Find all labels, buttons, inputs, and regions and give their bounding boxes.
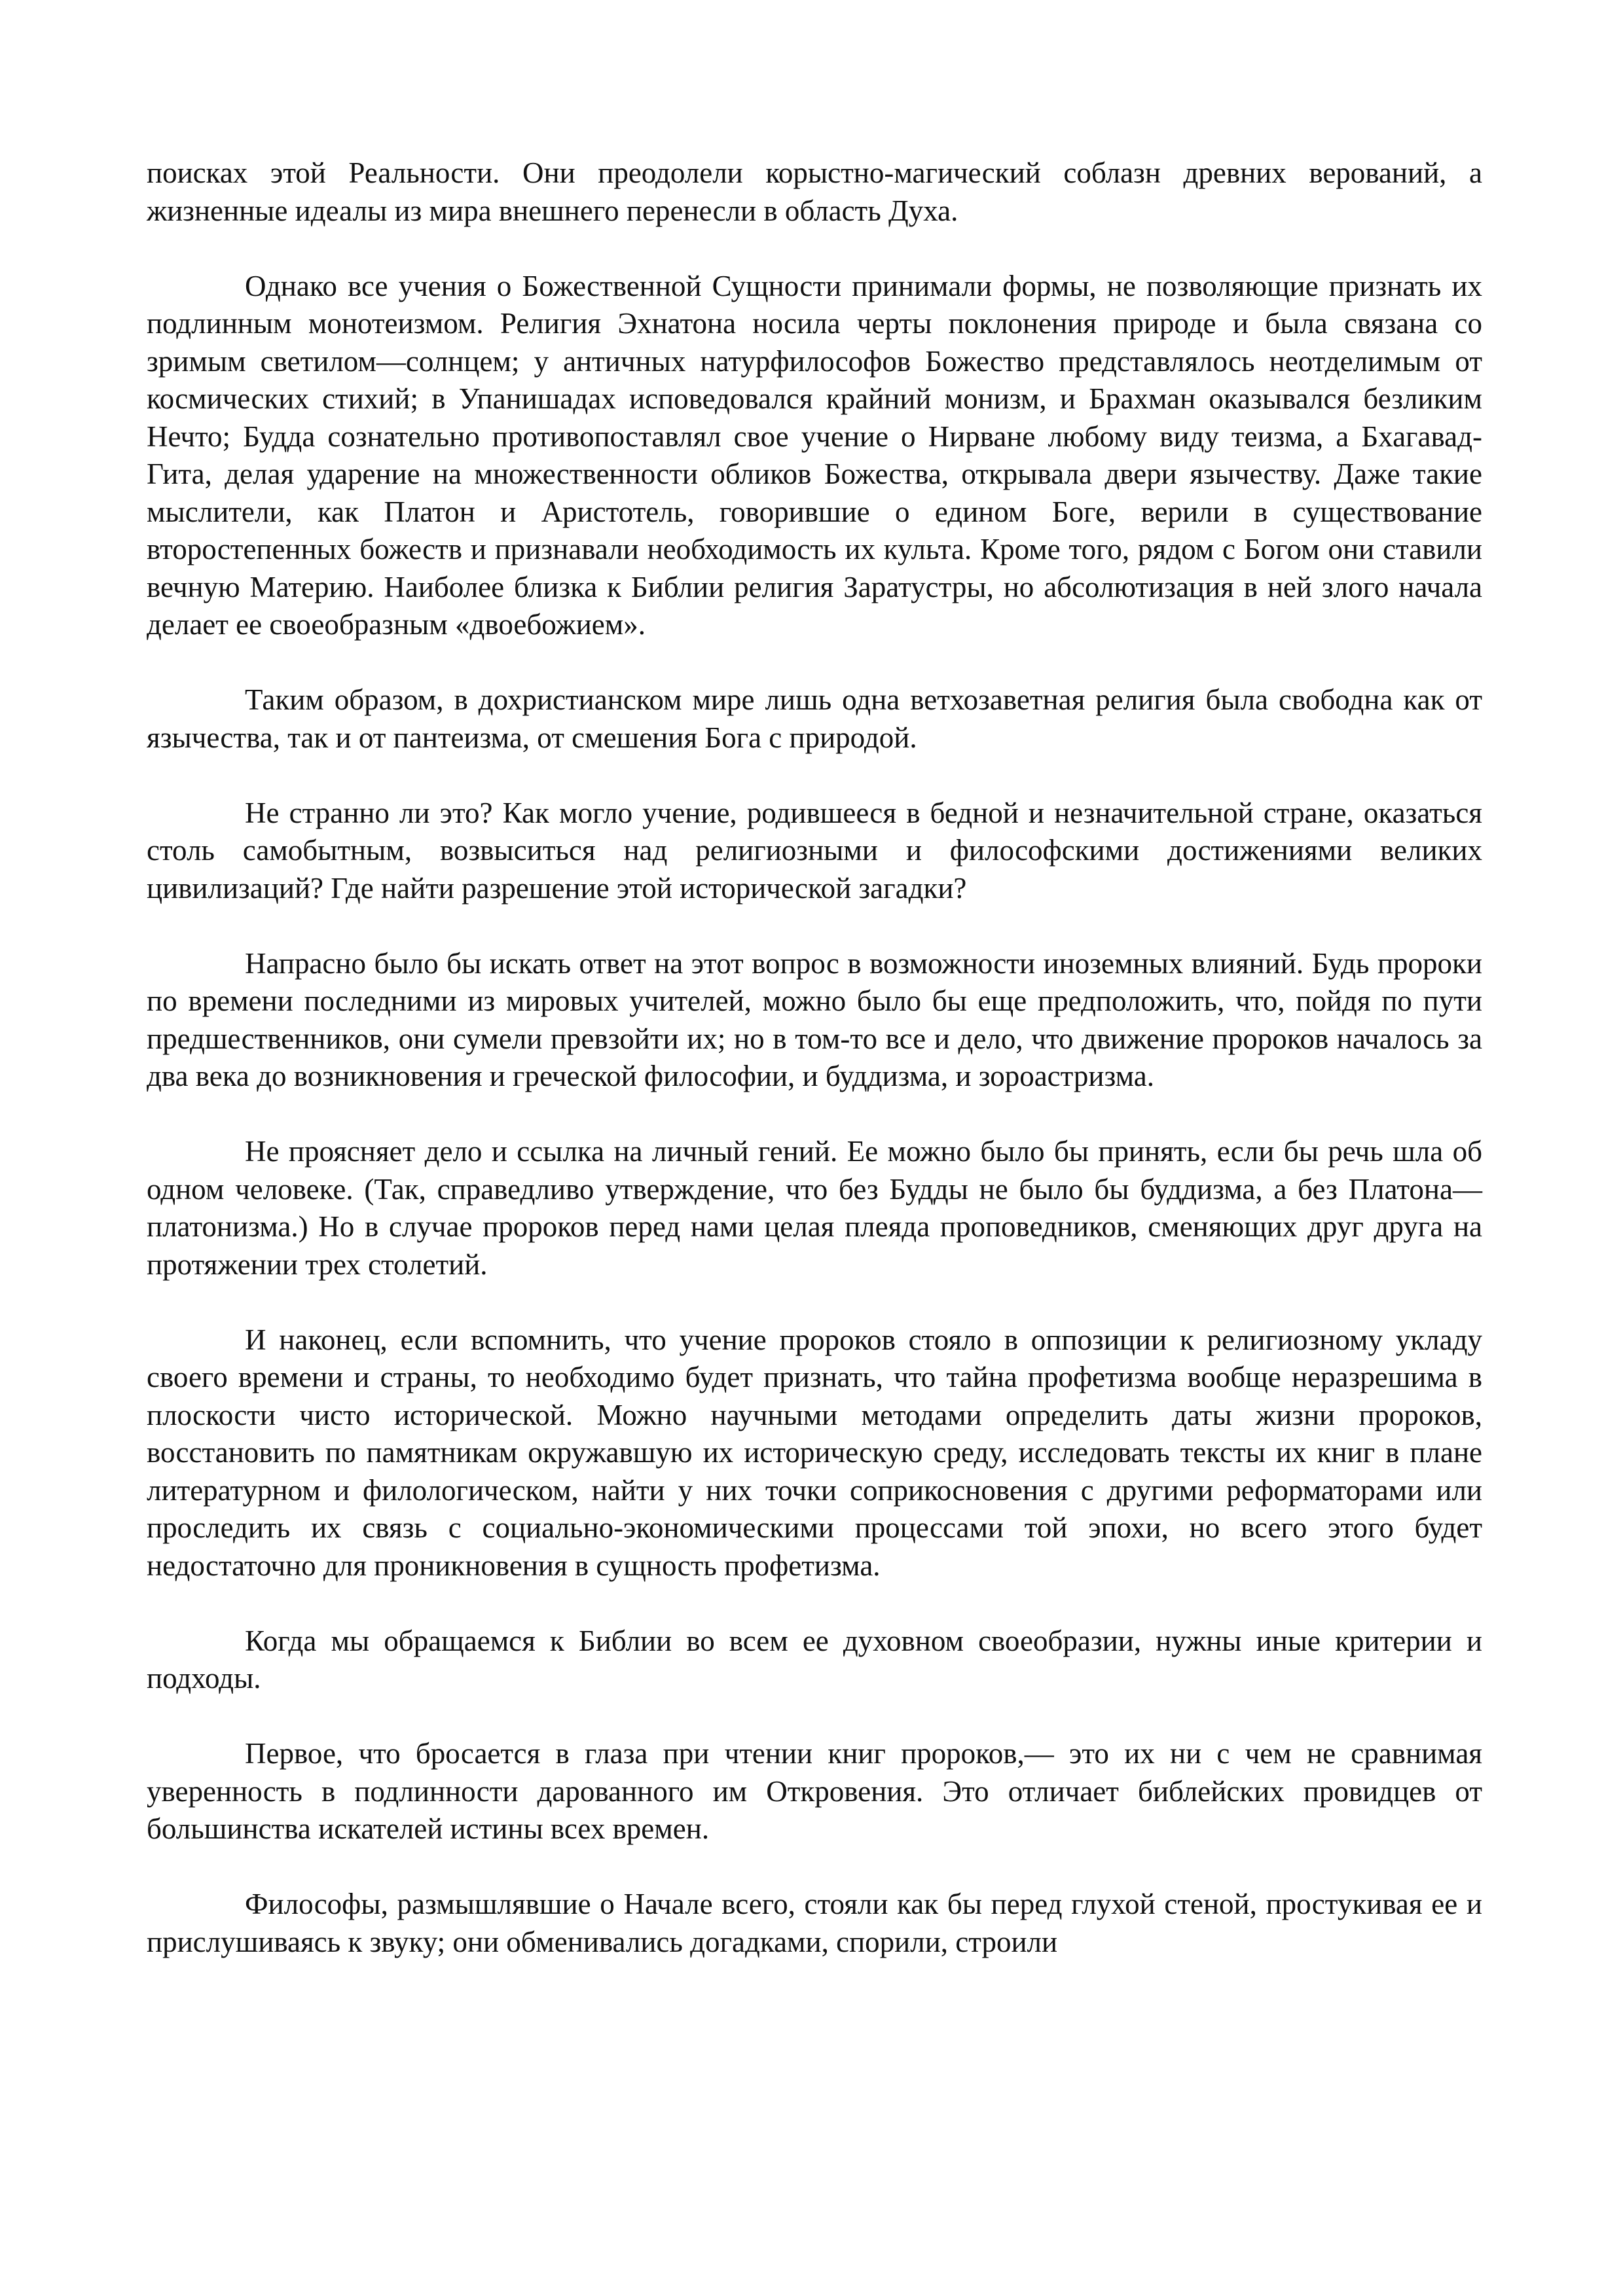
paragraph-5: Напрасно было бы искать ответ на этот вопрос в возможности иноземных влияний. Будь пророки по времени последними из мировых учителей, можно было бы еще предположить, что, пойдя по пути предшественников, они сумели превзойти их; но в том-то все и дело, что движение пророков началось за два века до возникновения и греческой философии, и буддизма, и зороастризма. <box>147 946 1482 1092</box>
paragraph-9: Первое, что бросается в глаза при чтении книг пророков,— это их ни с чем не сравнимая уверенность в подлинности дарованного им Откровения. Это отличает библейских провидцев от большинства искателей истины всех времен. <box>147 1737 1482 1845</box>
paragraph-4: Не странно ли это? Как могло учение, родившееся в бедной и незначительной стране, оказаться столь самобытным, возвыситься над религиозными и философскими достижениями великих цивилизаций? Где найти разрешение этой исторической загадки? <box>147 796 1482 905</box>
paragraph-10: Философы, размышлявшие о Начале всего, стояли как бы перед глухой стеной, простукивая ее и прислушиваясь к звуку; они обменивались догадками, спорили, строили <box>147 1888 1482 1958</box>
paragraph-2: Однако все учения о Божественной Сущности принимали формы, не позволяющие признать их подлинным монотеизмом. Религия Эхнатона носила черты поклонения природе и была связана со зримым светилом—солнцем; у античных натурфилософов Божество представлялось неотделимым от космических стихий; в Упанишадах исповедовался крайний монизм, и Брахман оказывался безликим Нечто; Будда сознательно противопоставлял свое учение о Нирване любому виду теизма, а Бхагавад-Гита, делая ударение на множественности обликов Божества, открывала двери язычеству. Даже такие мыслители, как Платон и Аристотель, говорившие о едином Боге, верили в существование второстепенных божеств и признавали необходимость их культа. Кроме того, рядом с Богом они ставили вечную Материю. Наиболее близка к Библии религия Заратустры, но абсолютизация в ней злого начала делает ее своеобразным «двоебожием». <box>147 269 1482 641</box>
paragraph-8: Когда мы обращаемся к Библии во всем ее духовном своеобразии, нужны иные критерии и подходы. <box>147 1624 1482 1695</box>
body-text <box>147 154 1482 1999</box>
paragraph-6: Не проясняет дело и ссылка на личный гений. Ее можно было бы принять, если бы речь шла об одном человеке. (Так, справедливо утверждение, что без Будды не было бы буддизма, а без Платона—платонизма.) Но в случае пророков перед нами целая плеяда проповедников, сменяющих друг друга на протяжении трех столетий. <box>147 1135 1482 1281</box>
paragraph-7: И наконец, если вспомнить, что учение пророков стояло в оппозиции к религиозному укладу своего времени и страны, то необходимо будет признать, что тайна профетизма вообще неразрешима в плоскости чисто исторической. Можно научными методами определить даты жизни пророков, восстановить по памятникам окружавшую их историческую среду, исследовать тексты их книг в плане литературном и филологическом, найти у них точки соприкосновения с другими реформаторами или проследить их связь с социально-экономическими процессами той эпохи, но всего этого будет недостаточно для проникновения в сущность профетизма. <box>147 1323 1482 1582</box>
paragraph-1: поисках этой Реальности. Они преодолели корыстно-магический соблазн древних верований, а жизненные идеалы из мира внешнего перенесли в область Духа. <box>147 156 1482 227</box>
paragraph-3: Таким образом, в дохристианском мире лишь одна ветхозаветная религия была свободна как от язычества, так и от пантеизма, от смешения Бога с природой. <box>147 683 1482 754</box>
